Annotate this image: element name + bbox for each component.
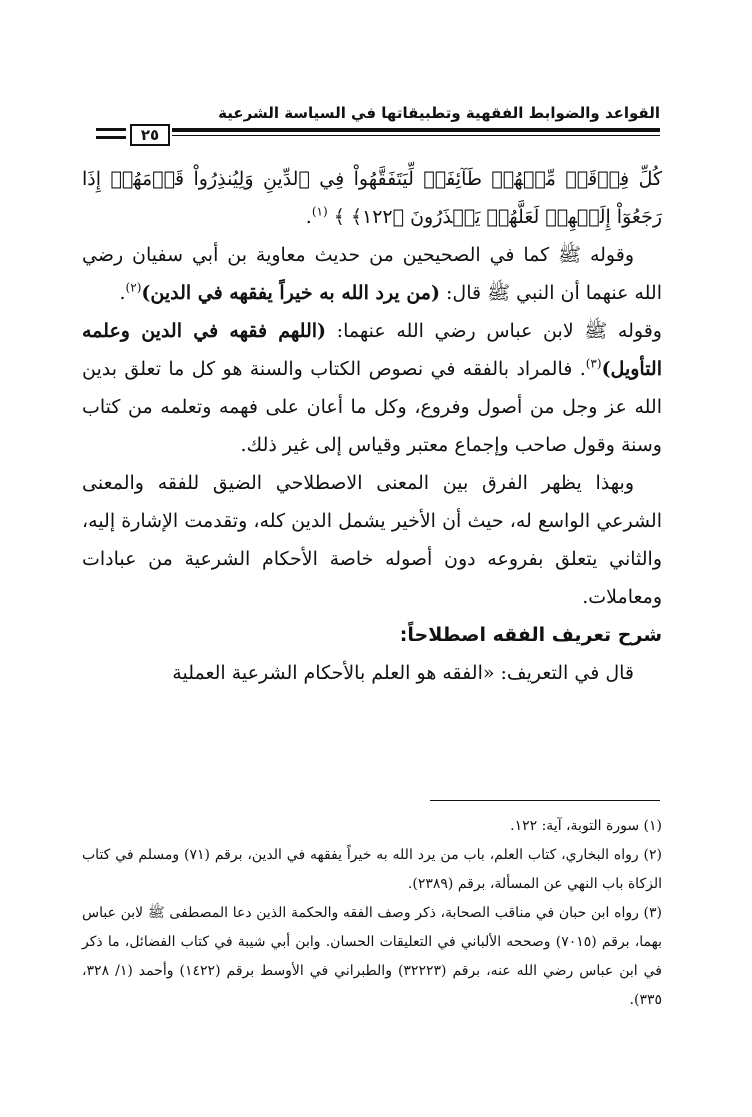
footnote-3: (٣) رواه ابن حبان في مناقب الصحابة، ذكر وصف الفقه والحكمة الذين دعا المصطفى ﷺ لابن عباس بهما، برقم (٧٠١٥) وصححه الألباني في التعليقات الحسان. وابن أبي شيبة في كتاب الفضائل، ما ذكر في ابن عباس رضي الله عنه، برقم (٣٢٢٢٣) والطبراني في الأوسط برقم (١٤٢٢) وأحمد (١/ ٣٢٨، ٣٣٥). (82, 905, 662, 1008)
footnotes (82, 812, 662, 1015)
paragraph-2-rest: . فالمراد بالفقه في نصوص الكتاب والسنة هو كل ما تعلق بدين الله عز وجل من أصول وفروع، وكل ما أعان على فهمه وتعلمه من كتاب وسنة وقول صاحب وإجماع معتبر وقياس إلى غير ذلك. (82, 358, 662, 456)
paragraph-2-text: وقوله ﷺ لابن عباس رضي الله عنهما: (326, 320, 662, 342)
quran-verse: كُلِّ فِرۡقَةٖ مِّنۡهُمۡ طَآئِفَةٞ لِّيَتَفَقَّهُواْ فِي ٱلدِّينِ وَلِيُنذِرُواْ قَوۡمَهُمۡ إِذَا رَجَعُوٓاْ إِلَيۡهِمۡ لَعَلَّهُمۡ يَحۡذَرُونَ ﴿١٢٢﴾ ﴾ $^{(١)}$. (82, 168, 662, 228)
paragraph-2 (82, 312, 662, 464)
footnote-ref-2: (٢) (125, 280, 142, 295)
paragraph-1: وقوله ﷺ كما في الصحيحين من حديث معاوية بن أبي سفيان رضي الله عنهما أن النبي ﷺ قال: (من يرد الله به خيراً يفقهه في الدين)$^{(٢)}$. (82, 244, 662, 304)
paragraph-1-text: وقوله ﷺ كما في الصحيحين من حديث معاوية بن أبي سفيان رضي الله عنهما أن النبي ﷺ قال: (82, 244, 662, 304)
header-dash-bottom (96, 136, 126, 139)
verse-text: كُلِّ فِرۡقَةٖ مِّنۡهُمۡ طَآئِفَةٞ لِّيَتَفَقَّهُواْ فِي ٱلدِّينِ وَلِيُنذِرُواْ قَوۡمَهُمۡ إِذَا رَجَعُوٓاْ إِلَيۡهِمۡ لَعَلَّهُمۡ يَحۡذَرُونَ ﴿١٢٢﴾ ﴾ (82, 168, 662, 228)
header-rule (172, 128, 660, 132)
page-number: ٢٥ (130, 124, 170, 146)
main-text (82, 160, 662, 692)
footnote-ref-1: (١) (311, 204, 328, 219)
running-title: القواعد والضوابط الفقهية وتطبيقاتها في السياسة الشرعية (218, 104, 660, 122)
paragraph-3: وبهذا يظهر الفرق بين المعنى الاصطلاحي الضيق للفقه والمعنى الشرعي الواسع له، حيث أن الأخير يشمل الدين كله، وتقدمت الإشارة إليه، والثاني يتعلق بفروعه دون أصوله خاصة الأحكام الشرعية من عبادات ومعاملات. (82, 472, 662, 608)
hadith-quote-2: (اللهم فقهه في الدين وعلمه التأويل) (82, 320, 662, 380)
header-dash-top (96, 128, 126, 131)
footnote-ref-3: (٣) (585, 356, 602, 371)
hadith-quote-1: (من يرد الله به خيراً يفقهه في الدين) (141, 282, 440, 304)
header-rule-thin (172, 135, 660, 136)
footnote-2: (٢) رواه البخاري، كتاب العلم، باب من يرد الله به خيراً يفقهه في الدين، برقم (٧١) ومسلم في كتاب الزكاة باب النهي عن المسألة، برقم (٢٣٨٩). (82, 847, 662, 892)
footnote-1: (١) سورة التوبة، آية: ١٢٢. (510, 818, 662, 834)
footnote-separator (430, 800, 660, 801)
paragraph-4: قال في التعريف: «الفقه هو العلم بالأحكام الشرعية العملية (172, 662, 634, 684)
section-heading: شرح تعريف الفقه اصطلاحاً: (399, 624, 662, 646)
